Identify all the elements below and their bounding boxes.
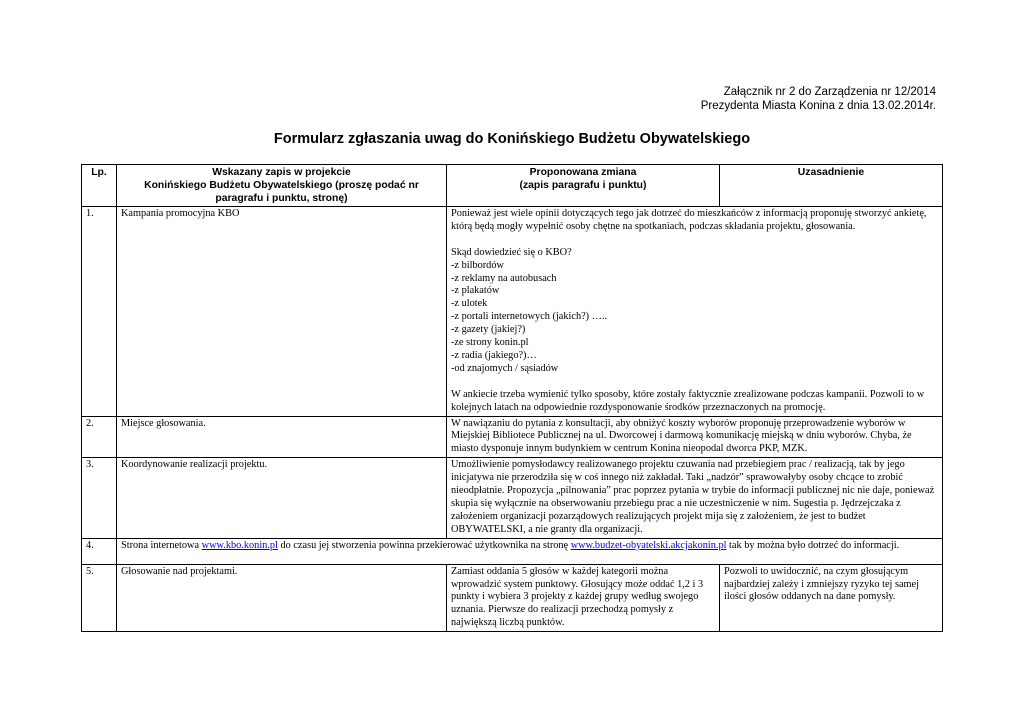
table-row <box>82 538 943 564</box>
row-record: Kampania promocyjna KBO <box>117 207 447 417</box>
column-header-justification: Uzasadnienie <box>720 165 943 207</box>
table-row <box>82 416 943 458</box>
row-change: Zamiast oddania 5 głosów w każdej kategorii można wprowadzić system punktowy. Głosujący może oddać 1,2 i 3 punkty i wybiera 3 projekty z każdej grupy według swojego uznania. Pierwsze do realizacji przechodzą pomysły z największą liczbą punktów. <box>447 564 720 632</box>
website-note-text-3: tak by można było dotrzeć do informacji. <box>726 539 900 551</box>
table-row <box>82 207 943 417</box>
row-website-note <box>117 538 943 564</box>
row-number: 2. <box>82 416 117 458</box>
row-justification: Pozwoli to uwidocznić, na czym głosującym najbardziej zależy i zmniejszy ryzyko tej samej ilości głosów oddanych na dane pomysły. <box>720 564 943 632</box>
column-header-change: Proponowana zmiana (zapis paragrafu i punktu) <box>447 165 720 207</box>
row-record: Koordynowanie realizacji projektu. <box>117 458 447 538</box>
row-change: Umożliwienie pomysłodawcy realizowanego projektu czuwania nad przebiegiem prac / realizacją, tak by jego inicjatywa nie przerodziła się w coś innego niż zakładał. Taki „nadzór” sprawowałyby osoby chcące to zrobić nieodpłatnie. Propozycja „pilnowania” prac poprzez pytania w trybie do informacji publicznej nic nie daje, ponieważ skupia się wyłącznie na obserwowaniu przebiegu prac a nie uczestniczenie w nim. Sugestia p. Jędrzejczaka z założeniem organizacji pozarządowych realizujących projekt mija się z założeniem, że jest to budżet OBYWATELSKI, a nie granty dla organizacji. <box>447 458 943 538</box>
row-record: Miejsce głosowania. <box>117 416 447 458</box>
row-change: W nawiązaniu do pytania z konsultacji, aby obniżyć koszty wyborów proponuję przeprowadzenie wyborów w Miejskiej Bibliotece Publicznej na ul. Dworcowej i darmową komunikację miejską w dniu wyborów. Chyba, że miasto dysponuje innym budynkiem w centrum Konina nieopodal dworca PKP, MZK. <box>447 416 943 458</box>
attachment-line-2: Prezydenta Miasta Konina z dnia 13.02.2014r. <box>700 100 936 112</box>
attachment-note <box>701 85 936 113</box>
document-title: Formularz zgłaszania uwag do Konińskiego Budżetu Obywatelskiego <box>273 131 751 147</box>
budget-website-link[interactable]: www.budzet-obyatelski.akcjakonin.pl <box>570 539 727 551</box>
row-record: Głosowanie nad projektami. <box>117 564 447 632</box>
comments-form-table <box>81 164 943 632</box>
website-note-text-1: Strona internetowa <box>121 539 202 551</box>
row-change: Ponieważ jest wiele opinii dotyczących tego jak dotrzeć do mieszkańców z informacją proponuję stworzyć ankietę, którą będą mogły wypełnić osoby chętne na spotkaniach, podczas składania projektu, głosowania. Skąd dowiedzieć się o KBO? -z bilbordów -z reklamy na autobusach -z plakatów -z ulotek -z portali internetowych (jakich?) ….. -z gazety (jakiej?) -ze strony konin.pl -z radia (jakiego?)… -od znajomych / sąsiadów W ankiecie trzeba wymienić tylko sposoby, które zostały faktycznie zrealizowane podczas kampanii. Pozwoli to w kolejnych latach na odpowiednie rozdysponowanie środków przeznaczonych na promocję. <box>447 207 943 417</box>
column-header-lp: Lp. <box>82 165 117 207</box>
table-row <box>82 458 943 538</box>
table-row <box>82 564 943 632</box>
row-number: 3. <box>82 458 117 538</box>
table-header-row <box>82 165 943 207</box>
row-number: 4. <box>82 538 117 564</box>
website-note-text-2: do czasu jej stworzenia powinna przekierować użytkownika na stronę <box>277 539 571 551</box>
attachment-line-1: Załącznik nr 2 do Zarządzenia nr 12/2014 <box>723 86 936 98</box>
column-header-record: Wskazany zapis w projekcie Konińskiego Budżetu Obywatelskiego (proszę podać nr paragrafu i punktu, stronę) <box>117 165 447 207</box>
kbo-website-link[interactable]: www.kbo.konin.pl <box>201 539 278 551</box>
row-number: 5. <box>82 564 117 632</box>
row-number: 1. <box>82 207 117 417</box>
